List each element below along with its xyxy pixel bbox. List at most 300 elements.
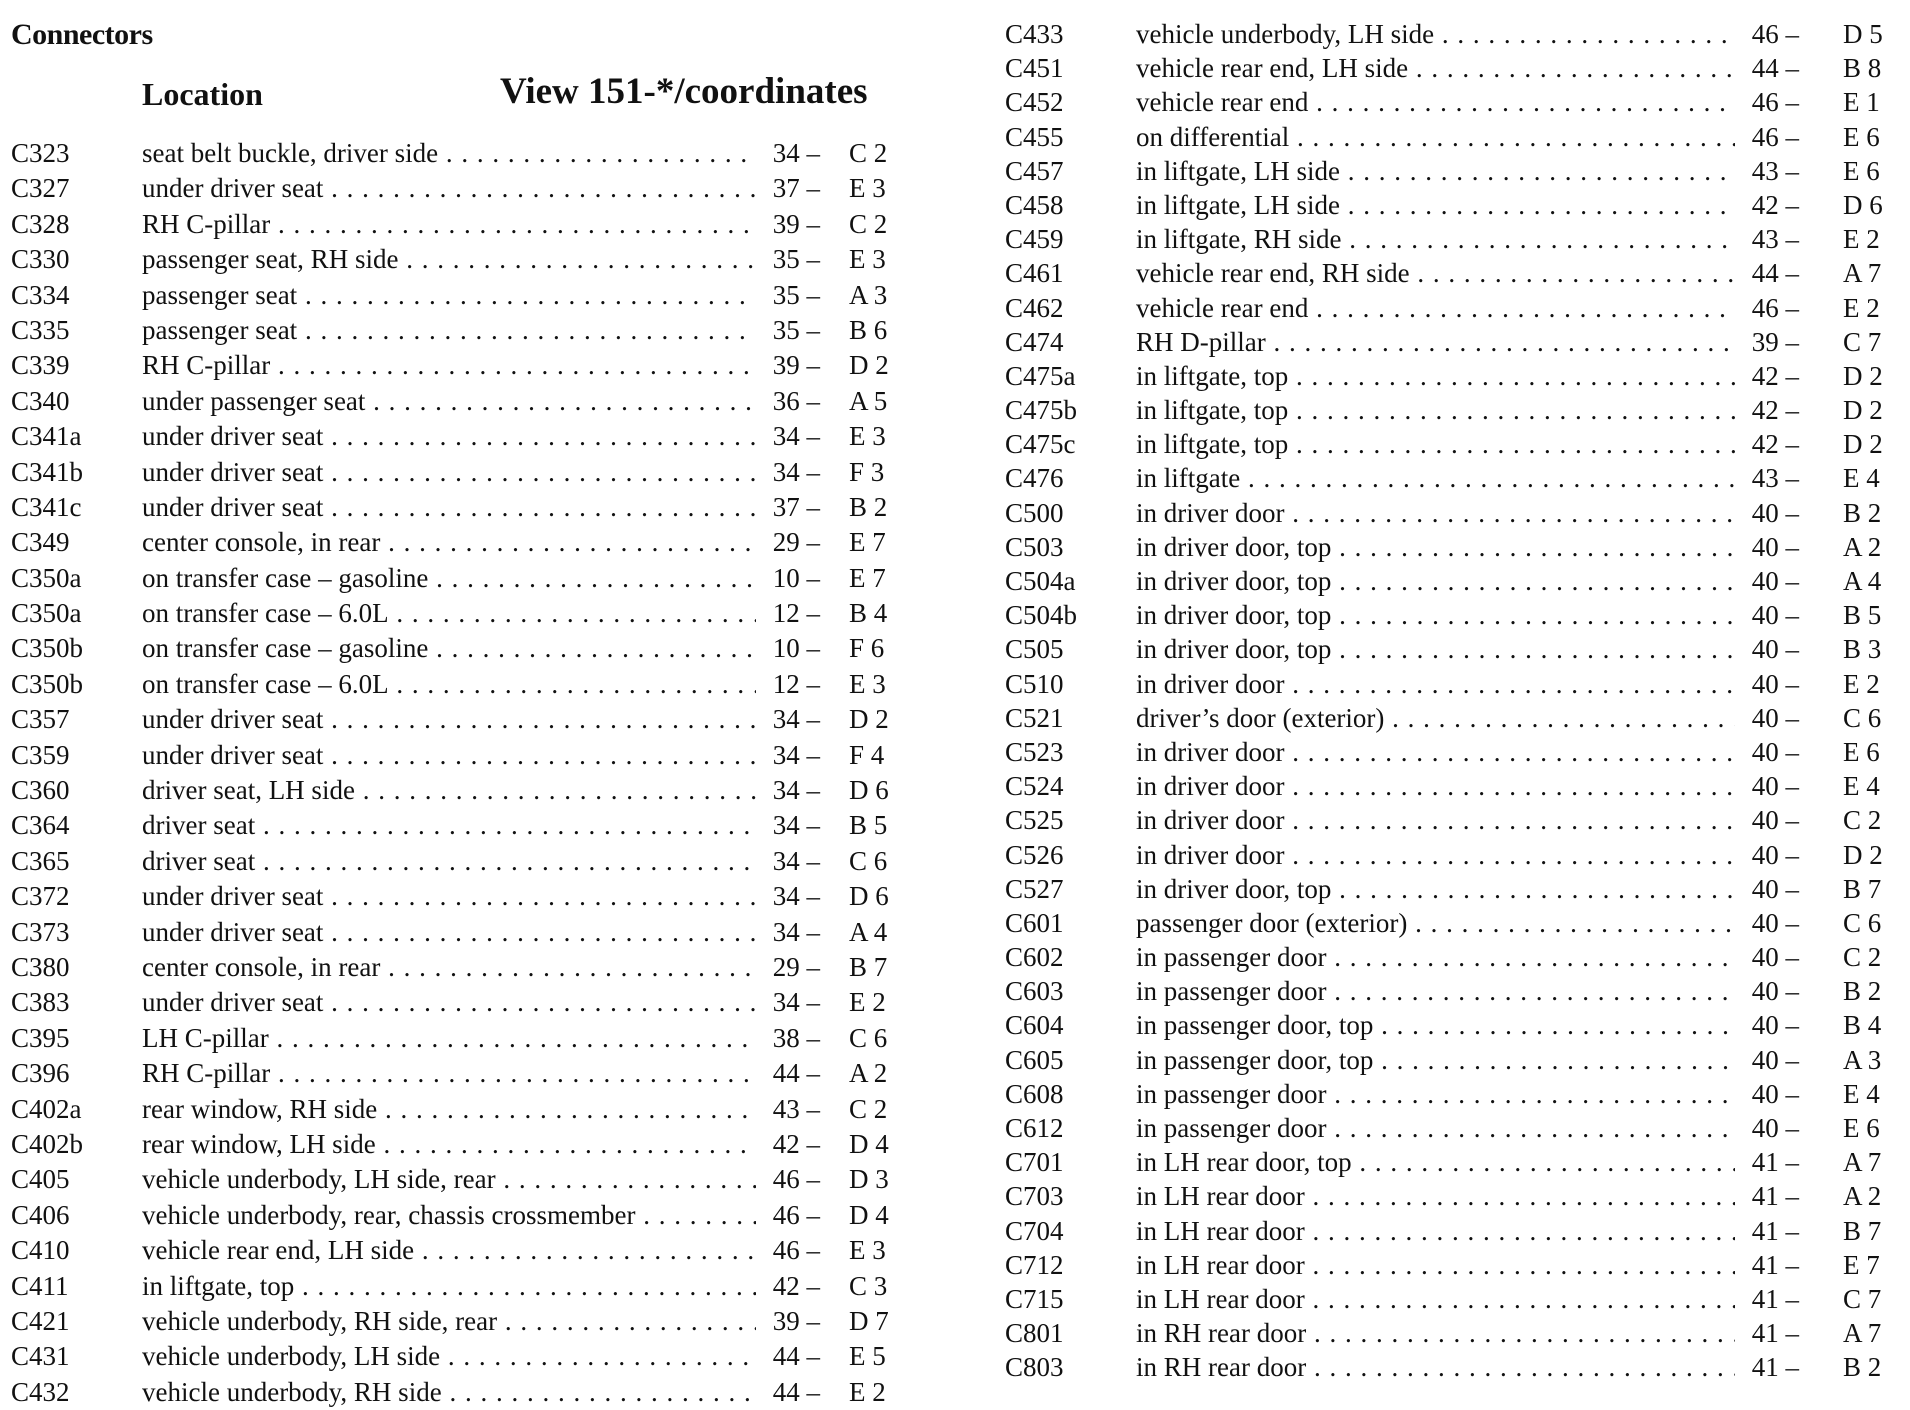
connector-view-number: 40 – xyxy=(1735,1008,1799,1043)
connector-coordinates: A 7 xyxy=(1843,258,1882,289)
connector-location xyxy=(1136,1111,1748,1146)
connector-id: C715 xyxy=(1005,1283,1064,1314)
connector-location xyxy=(1136,120,1748,155)
connector-row xyxy=(1005,154,1905,188)
connector-coordinates: A 4 xyxy=(1843,566,1882,596)
connector-view-number: 34 – xyxy=(756,879,820,914)
connector-coordinates: B 7 xyxy=(1843,873,1882,904)
connector-row xyxy=(11,1092,911,1127)
connector-view-number: 44 – xyxy=(756,1056,820,1091)
connector-row xyxy=(11,950,911,985)
connector-row xyxy=(11,808,911,843)
connector-location xyxy=(142,667,770,702)
connector-coordinates: E 1 xyxy=(1843,87,1880,118)
connector-id: C504b xyxy=(1005,600,1078,631)
connector-row xyxy=(1005,1248,1905,1282)
connector-row xyxy=(11,915,911,950)
connector-row xyxy=(1005,632,1905,666)
connector-view-number: 34 – xyxy=(756,419,820,454)
connector-row xyxy=(1005,872,1905,906)
connector-location xyxy=(1136,1316,1748,1351)
connector-id: C411 xyxy=(11,1270,69,1301)
connector-location xyxy=(142,631,770,666)
connector-location xyxy=(142,561,770,596)
connector-coordinates: C 7 xyxy=(1843,326,1882,357)
connector-view-number: 41 – xyxy=(1735,1282,1799,1317)
connector-id: C365 xyxy=(11,845,70,876)
connector-view-number: 44 – xyxy=(1735,256,1799,291)
connector-id: C402a xyxy=(11,1093,82,1124)
connector-row xyxy=(11,561,911,596)
connector-location xyxy=(1136,359,1748,394)
connector-row xyxy=(11,313,911,348)
connector-coordinates: D 4 xyxy=(849,1199,889,1230)
connector-id: C334 xyxy=(11,279,70,310)
connector-row xyxy=(1005,974,1905,1008)
connector-location-text: seat belt buckle, driver side xyxy=(142,138,439,168)
connector-id: C602 xyxy=(1005,942,1064,973)
connector-coordinates: D 5 xyxy=(1843,19,1883,49)
connector-id: C357 xyxy=(11,704,70,735)
connector-coordinates: A 3 xyxy=(1843,1044,1882,1075)
connector-coordinates: E 3 xyxy=(849,1235,886,1266)
connector-location xyxy=(1136,632,1748,667)
connector-coordinates: C 6 xyxy=(1843,702,1882,733)
connector-location-text: in RH rear door xyxy=(1136,1352,1307,1383)
connector-row xyxy=(11,490,911,525)
connector-row xyxy=(11,242,911,277)
connector-row xyxy=(11,348,911,383)
connector-location xyxy=(142,278,770,313)
connector-coordinates: D 2 xyxy=(849,350,889,381)
connector-location-text: in liftgate, RH side xyxy=(1136,224,1342,255)
connector-coordinates: E 6 xyxy=(1843,121,1880,152)
connector-id: C803 xyxy=(1005,1352,1064,1383)
connector-view-number: 40 – xyxy=(1735,632,1799,667)
connector-view-number: 40 – xyxy=(1735,598,1799,633)
connector-id: C604 xyxy=(1005,1010,1064,1041)
connector-id: C712 xyxy=(1005,1249,1064,1280)
connector-view-number: 40 – xyxy=(1735,1111,1799,1146)
connector-location-text: under driver seat xyxy=(142,704,324,735)
connector-row xyxy=(11,1198,911,1233)
connector-location xyxy=(142,348,770,383)
connector-id: C505 xyxy=(1005,634,1064,665)
connector-location xyxy=(142,1056,770,1091)
connector-location xyxy=(1136,1179,1748,1214)
connector-location xyxy=(142,1162,770,1197)
connector-coordinates: E 3 xyxy=(849,421,886,452)
connector-id: C323 xyxy=(11,138,70,168)
connector-location xyxy=(142,1021,770,1056)
connector-location xyxy=(1136,496,1748,531)
connector-coordinates: A 7 xyxy=(1843,1147,1882,1178)
connector-id: C406 xyxy=(11,1199,70,1230)
connector-location-text: under driver seat xyxy=(142,881,324,912)
connector-id: C475b xyxy=(1005,395,1078,426)
connector-location-text: in LH rear door xyxy=(1136,1215,1305,1246)
connector-location xyxy=(1136,803,1748,838)
connector-location xyxy=(142,773,770,808)
connector-id: C510 xyxy=(1005,668,1064,699)
connector-coordinates: B 7 xyxy=(849,951,888,982)
connector-coordinates: A 4 xyxy=(849,916,888,947)
connector-id: C380 xyxy=(11,951,70,982)
connector-view-number: 34 – xyxy=(756,808,820,843)
connector-coordinates: F 3 xyxy=(849,456,885,487)
connector-row xyxy=(1005,393,1905,427)
connector-location xyxy=(1136,1043,1748,1078)
connector-location xyxy=(142,1127,770,1162)
connector-view-number: 46 – xyxy=(1735,85,1799,120)
connector-location-text: driver seat xyxy=(142,810,256,841)
connector-location xyxy=(1136,735,1748,770)
connector-row xyxy=(11,702,911,737)
connector-location-text: vehicle underbody, rear, chassis crossmember xyxy=(142,1199,636,1230)
connector-coordinates: C 3 xyxy=(849,1270,888,1301)
connector-id: C608 xyxy=(1005,1078,1064,1109)
connector-location xyxy=(1136,838,1748,873)
connector-id: C341c xyxy=(11,491,82,522)
connector-location xyxy=(142,1233,770,1268)
connector-id: C801 xyxy=(1005,1318,1064,1349)
connector-row xyxy=(11,1269,911,1304)
connector-location xyxy=(142,419,770,454)
connector-id: C339 xyxy=(11,350,70,381)
connector-id: C328 xyxy=(11,208,70,239)
connector-location xyxy=(1136,872,1748,907)
connector-location xyxy=(1136,222,1748,257)
connector-location-text: in liftgate, top xyxy=(1136,360,1289,391)
connector-location-text: in driver door xyxy=(1136,736,1285,767)
connector-coordinates: F 6 xyxy=(849,633,885,664)
connector-location xyxy=(142,915,770,950)
connector-view-number: 42 – xyxy=(756,1127,820,1162)
connector-id: C521 xyxy=(1005,702,1064,733)
connector-row xyxy=(11,738,911,773)
connector-row xyxy=(11,596,911,631)
connector-id: C475c xyxy=(1005,429,1076,460)
connector-location-text: under driver seat xyxy=(142,916,324,947)
connector-row xyxy=(1005,940,1905,974)
connector-id: C474 xyxy=(1005,326,1064,357)
connector-location xyxy=(1136,667,1748,702)
connector-location-text: in driver door xyxy=(1136,668,1285,699)
connector-row xyxy=(11,1162,911,1197)
connector-row xyxy=(11,1056,911,1091)
connector-row xyxy=(1005,1008,1905,1042)
connector-location xyxy=(142,136,770,171)
connector-view-number: 34 – xyxy=(756,985,820,1020)
connector-id: C475a xyxy=(1005,360,1076,391)
connector-location-text: passenger seat xyxy=(142,279,298,310)
connector-row xyxy=(1005,427,1905,461)
connector-row xyxy=(11,667,911,702)
connector-location xyxy=(1136,598,1748,633)
connector-location xyxy=(142,455,770,490)
connector-location xyxy=(142,207,770,242)
connector-location xyxy=(1136,51,1748,86)
connector-row xyxy=(11,1233,911,1268)
connector-location-text: under driver seat xyxy=(142,421,324,452)
connector-location-text: on transfer case – 6.0L xyxy=(142,668,389,699)
connector-view-number: 40 – xyxy=(1735,564,1799,599)
connector-view-number: 12 – xyxy=(756,596,820,631)
connector-id: C350b xyxy=(11,668,84,699)
connector-row xyxy=(1005,1077,1905,1111)
connector-row xyxy=(11,844,911,879)
connector-id: C703 xyxy=(1005,1181,1064,1212)
connector-id: C395 xyxy=(11,1022,70,1053)
connector-view-number: 40 – xyxy=(1735,735,1799,770)
connector-coordinates: B 5 xyxy=(1843,600,1882,631)
connector-row xyxy=(11,631,911,666)
connector-location-text: on transfer case – gasoline xyxy=(142,633,429,664)
connector-location-text: under driver seat xyxy=(142,739,324,770)
connector-coordinates: B 3 xyxy=(1843,634,1882,665)
connector-location xyxy=(1136,1145,1748,1180)
connector-location-text: center console, in rear xyxy=(142,527,381,558)
connector-coordinates: A 2 xyxy=(1843,531,1882,562)
connector-location xyxy=(142,1269,770,1304)
connector-view-number: 38 – xyxy=(756,1021,820,1056)
connector-location xyxy=(142,384,770,419)
connector-location-text: center console, in rear xyxy=(142,951,381,982)
connector-coordinates: E 4 xyxy=(1843,1078,1880,1109)
connector-row xyxy=(1005,51,1905,85)
connector-id: C503 xyxy=(1005,531,1064,562)
connector-coordinates: A 2 xyxy=(849,1058,888,1089)
connector-view-number: 43 – xyxy=(1735,222,1799,257)
connector-location-text: under driver seat xyxy=(142,456,324,487)
connector-coordinates: E 2 xyxy=(1843,668,1880,699)
location-column-header: Location xyxy=(142,76,263,112)
connector-location xyxy=(142,879,770,914)
connector-coordinates: D 3 xyxy=(849,1164,889,1195)
connector-id: C451 xyxy=(1005,53,1064,84)
connector-row xyxy=(1005,906,1905,940)
connector-location-text: vehicle rear end, LH side xyxy=(1136,53,1409,84)
connector-row xyxy=(11,384,911,419)
connector-coordinates: C 2 xyxy=(849,1093,888,1124)
connector-location xyxy=(142,313,770,348)
connector-row xyxy=(1005,1043,1905,1077)
connector-location xyxy=(1136,256,1748,291)
connector-row xyxy=(1005,769,1905,803)
connector-id: C452 xyxy=(1005,87,1064,118)
connector-coordinates: D 2 xyxy=(1843,839,1883,870)
connector-id: C525 xyxy=(1005,805,1064,836)
connector-location-text: RH C-pillar xyxy=(142,350,271,381)
connector-location-text: in liftgate, LH side xyxy=(1136,155,1340,186)
connector-location-text: in driver door xyxy=(1136,805,1285,836)
connector-coordinates: C 6 xyxy=(1843,907,1882,938)
connector-view-number: 46 – xyxy=(1735,291,1799,326)
connector-view-number: 40 – xyxy=(1735,1043,1799,1078)
connector-location xyxy=(1136,906,1748,941)
connector-location xyxy=(142,1092,770,1127)
connector-location-text: in driver door xyxy=(1136,771,1285,802)
connector-coordinates: E 2 xyxy=(1843,224,1880,255)
connector-id: C405 xyxy=(11,1164,70,1195)
connector-location-text: in driver door, top xyxy=(1136,873,1332,904)
connector-row xyxy=(1005,564,1905,598)
connector-view-number: 40 – xyxy=(1735,530,1799,565)
connector-location-text: in driver door, top xyxy=(1136,566,1332,596)
connector-coordinates: B 2 xyxy=(849,491,888,522)
connector-location-text: in liftgate, LH side xyxy=(1136,189,1340,220)
connector-location-text: under driver seat xyxy=(142,987,324,1018)
connector-view-number: 39 – xyxy=(1735,325,1799,360)
connector-location-text: driver’s door (exterior) xyxy=(1136,702,1385,733)
connector-view-number: 37 – xyxy=(756,171,820,206)
connector-coordinates: B 8 xyxy=(1843,53,1882,84)
connector-id: C340 xyxy=(11,385,70,416)
connector-location xyxy=(1136,85,1748,120)
connector-coordinates: B 5 xyxy=(849,810,888,841)
connector-location xyxy=(142,596,770,631)
connector-id: C364 xyxy=(11,810,70,841)
connector-coordinates: C 2 xyxy=(849,208,888,239)
connector-row xyxy=(1005,120,1905,154)
connector-location-text: RH D-pillar xyxy=(1136,326,1266,357)
connector-location xyxy=(142,242,770,277)
connector-view-number: 40 – xyxy=(1735,701,1799,736)
view-column-header: View 151-*/coordinates xyxy=(500,71,868,112)
connector-view-number: 10 – xyxy=(756,631,820,666)
connector-location xyxy=(142,171,770,206)
connector-location xyxy=(1136,325,1748,360)
connector-location-text: in passenger door, top xyxy=(1136,1044,1374,1075)
connector-id: C523 xyxy=(1005,736,1064,767)
connector-view-number: 40 – xyxy=(1735,803,1799,838)
connector-coordinates: F 4 xyxy=(849,739,885,770)
connector-coordinates: B 2 xyxy=(1843,1352,1882,1383)
connector-coordinates: D 4 xyxy=(849,1128,889,1159)
connector-view-number: 46 – xyxy=(1735,17,1799,52)
connector-view-number: 34 – xyxy=(756,773,820,808)
connector-row xyxy=(1005,1111,1905,1145)
connector-view-number: 34 – xyxy=(756,844,820,879)
connector-view-number: 34 – xyxy=(756,136,820,171)
connector-id: C603 xyxy=(1005,976,1064,1007)
connector-view-number: 44 – xyxy=(1735,51,1799,86)
connector-view-number: 40 – xyxy=(1735,496,1799,531)
connector-view-number: 12 – xyxy=(756,667,820,702)
connector-row xyxy=(1005,530,1905,564)
connector-coordinates: E 5 xyxy=(849,1341,886,1372)
connector-location-text: driver seat xyxy=(142,845,256,876)
connector-view-number: 46 – xyxy=(756,1233,820,1268)
connector-view-number: 40 – xyxy=(1735,838,1799,873)
connector-row xyxy=(11,419,911,454)
connector-location-text: in LH rear door, top xyxy=(1136,1147,1352,1178)
connector-location-text: in LH rear door xyxy=(1136,1181,1305,1212)
connector-id: C524 xyxy=(1005,771,1064,802)
connector-id: C360 xyxy=(11,775,70,806)
connector-location xyxy=(142,490,770,525)
connector-location-text: vehicle underbody, LH side xyxy=(142,1341,441,1372)
connector-coordinates: D 2 xyxy=(1843,429,1883,460)
connector-location-text: in passenger door xyxy=(1136,976,1327,1007)
connector-location-text: in liftgate xyxy=(1136,463,1241,494)
connector-location xyxy=(1136,769,1748,804)
connector-id: C462 xyxy=(1005,292,1064,323)
connector-coordinates: B 4 xyxy=(849,598,888,629)
connector-coordinates: D 6 xyxy=(849,881,889,912)
connector-coordinates: B 4 xyxy=(1843,1010,1882,1041)
connector-id: C457 xyxy=(1005,155,1064,186)
connector-view-number: 46 – xyxy=(1735,120,1799,155)
connector-id: C341b xyxy=(11,456,84,487)
connector-row xyxy=(1005,598,1905,632)
connector-row xyxy=(11,171,911,206)
connector-list-left xyxy=(11,136,911,1410)
connector-view-number: 41 – xyxy=(1735,1248,1799,1283)
connector-view-number: 41 – xyxy=(1735,1145,1799,1180)
connector-row xyxy=(1005,461,1905,495)
connector-row xyxy=(1005,359,1905,393)
connector-coordinates: E 4 xyxy=(1843,771,1880,802)
connector-location xyxy=(1136,1282,1748,1317)
connector-location-text: in driver door, top xyxy=(1136,634,1332,665)
connector-row xyxy=(1005,17,1905,51)
connector-row xyxy=(11,525,911,560)
connector-coordinates: E 6 xyxy=(1843,1113,1880,1143)
connector-location-text: vehicle rear end, RH side xyxy=(1136,258,1410,289)
connector-row xyxy=(1005,1145,1905,1179)
connector-id: C612 xyxy=(1005,1113,1064,1143)
connector-coordinates: E 3 xyxy=(849,173,886,204)
connector-id: C527 xyxy=(1005,873,1064,904)
connector-list-right xyxy=(1005,17,1905,1385)
connector-location-text: passenger door (exterior) xyxy=(1136,907,1408,938)
connector-location xyxy=(142,950,770,985)
connector-location xyxy=(1136,530,1748,565)
connector-location xyxy=(1136,427,1748,462)
connector-view-number: 34 – xyxy=(756,702,820,737)
connector-coordinates: E 7 xyxy=(849,562,886,593)
connector-location xyxy=(142,1339,770,1374)
connector-id: C341a xyxy=(11,421,82,452)
connector-coordinates: C 2 xyxy=(1843,805,1882,836)
connector-location-text: passenger seat, RH side xyxy=(142,244,399,275)
connector-location-text: in LH rear door xyxy=(1136,1283,1305,1314)
connector-location-text: vehicle underbody, LH side, rear xyxy=(142,1164,496,1195)
connector-id: C526 xyxy=(1005,839,1064,870)
connector-row xyxy=(1005,85,1905,119)
connector-coordinates: E 4 xyxy=(1843,463,1880,494)
connector-location-text: vehicle rear end, LH side xyxy=(142,1235,415,1266)
connector-location xyxy=(1136,1248,1748,1283)
connector-location xyxy=(1136,393,1748,428)
connector-coordinates: C 6 xyxy=(849,845,888,876)
connector-coordinates: C 6 xyxy=(849,1022,888,1053)
connector-coordinates: D 6 xyxy=(1843,189,1883,220)
connector-id: C350b xyxy=(11,633,84,664)
connector-row xyxy=(11,455,911,490)
connector-row xyxy=(11,278,911,313)
connector-view-number: 40 – xyxy=(1735,906,1799,941)
connector-location-text: vehicle underbody, RH side xyxy=(142,1376,442,1407)
connector-location-text: vehicle underbody, LH side xyxy=(1136,19,1435,49)
connector-location-text: rear window, RH side xyxy=(142,1093,378,1124)
connector-location xyxy=(142,808,770,843)
connector-coordinates: B 6 xyxy=(849,314,888,345)
connector-coordinates: E 6 xyxy=(1843,155,1880,186)
connector-coordinates: E 2 xyxy=(1843,292,1880,323)
connector-location xyxy=(1136,1077,1748,1112)
